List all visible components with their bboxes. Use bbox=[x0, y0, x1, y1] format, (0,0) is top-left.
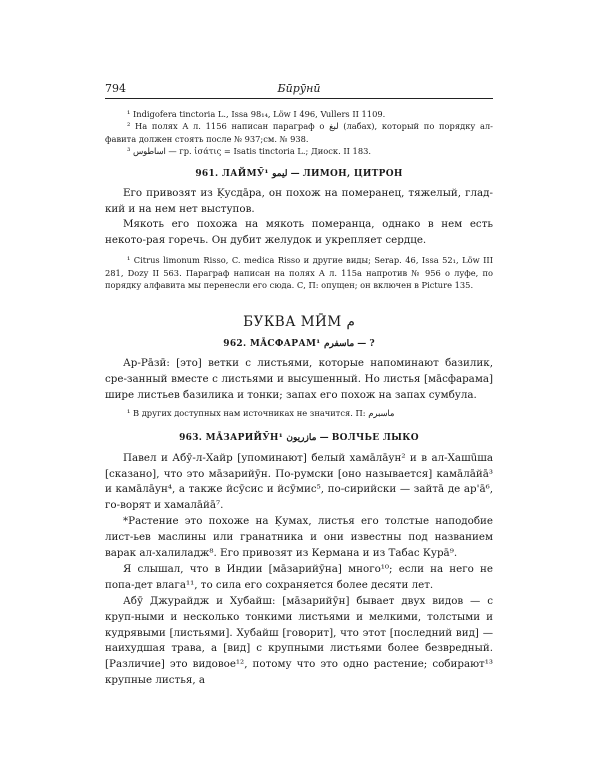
paragraph: Я слышал, что в Индии [мāзарийӯна] много¹⁰; если на него не попа-дет влага¹¹, то сила его сохраняется более десяти лет. bbox=[105, 562, 493, 591]
footnote: ¹ Citrus limonum Risso, C. medica Risso и другие виды; Serap. 46, Issa 52₁, Löw III 281, Dozy II 563. Параграф написан на полях A л. 115а напротив № 956 о луфе, по порядку алфавита мы перенесли его сюда. С, П: опущен; он включен в Picture 135. bbox=[105, 255, 493, 291]
section-heading: БУКВА МӢМ م bbox=[243, 314, 355, 331]
paragraph: *Растение это похоже на Ḳумах, листья его толстые наподобие лист-ьев маслины или гранатника и они известны под названием варак ал-халиладж⁸. Его привозят из Кермана и из Табас Курā⁹. bbox=[105, 515, 493, 560]
footnote: ³ اساطوس — гр. ἰσάτις = Isatis tinctoria L.; Диоск. II 183. bbox=[127, 146, 372, 157]
paragraph: Мякоть его похожа на мякоть померанца, однако в нем есть некото-рая горечь. Он дубит желудок и укрепляет сердце. bbox=[105, 218, 493, 247]
footnote: ¹ В других доступных нам источниках не значится. П: ماسبرم bbox=[127, 408, 395, 419]
paragraph: Ар-Рāзӣ: [это] ветки с листьями, которые напоминают базилик, сре-занный вместе с листьями и высушенный. Но листья [мāсфарама] шире листьев базилика и тонки; запах его похож на запах сумбула. bbox=[105, 357, 493, 402]
running-header bbox=[105, 82, 493, 99]
entry-heading-961: 961. ЛАЙМӮ¹ ليمو — ЛИМОН, ЦИТРОН bbox=[195, 168, 403, 179]
paragraph: Павел и Абӯ-л-Хайр [упоминают] белый хамāлāун² и в ал-Хашūша [сказано], что это мāзарийӯн. По-румски [оно называется] камāлāйā³ и камāлāун⁴, а также йсӯсис и йсӯмис⁵, по-сирийски — зайтā де ар'ā⁶, го-ворят и хамалāйā⁷. bbox=[105, 451, 493, 512]
footnote: ¹ Indigofera tinctoria L., Issa 98₁₄, Löw I 496, Vullers II 1109. bbox=[127, 109, 386, 119]
running-title: Бӣрӯнӣ bbox=[277, 82, 321, 95]
footnote: ² На полях A л. 1156 написан параграф о لبغ (лабах), который по порядку ал-фавита должен стоять после № 937;см. № 938. bbox=[105, 121, 493, 144]
paragraph: Его привозят из Ḳусдāра, он похож на померанец, тяжелый, глад-кий и на нем нет выступов. bbox=[105, 186, 493, 215]
page-content bbox=[105, 82, 493, 689]
entry-heading-963: 963. МĀЗАРИЙӮН¹ مازريون — ВОЛЧЬЕ ЛЫКО bbox=[179, 432, 419, 443]
entry-heading-962: 962. МĀСФАРАМ¹ ماسفرم — ? bbox=[223, 339, 375, 350]
paragraph: Абӯ Джурайдж и Хубайш: [мāзарийӯн] бывает двух видов — с круп-ными и несколько тонкими листьями и мелкими, толстыми и кудрявыми [листьями]. Хубайш [говорит], что этот [последний вид] — наихудшая трава, а [вид] с крупными листьями более безвредный. [Различие] это видовое¹², потому что это одно растение; собирают¹³ крупные листья, а bbox=[105, 594, 493, 687]
page-number: 794 bbox=[105, 82, 126, 95]
